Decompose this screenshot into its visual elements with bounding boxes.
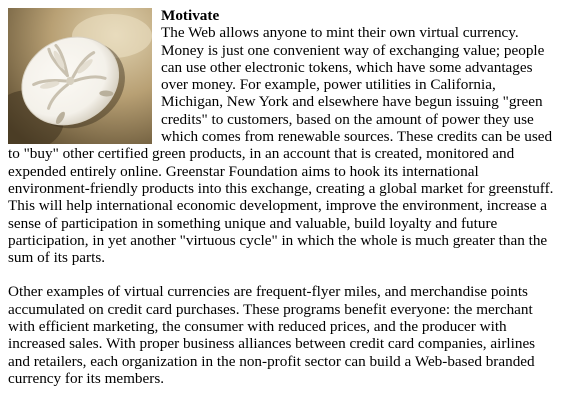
sand-dollar-photo — [8, 8, 152, 144]
second-paragraph: Other examples of virtual currencies are frequent-flyer miles, and merchandise points accumulated on credit card purchases. These programs benefit everyone: the merchant with efficient marketing, the consumer with reduced prices, and the producer with increased sales. With proper business alliances between credit card companies, airlines and retailers, each organization in the non-profit sector can build a Web-based branded currency for its members. — [8, 283, 536, 387]
first-paragraph-text: The Web allows anyone to mint their own virtual currency. Money is just one convenient way of exchanging value; people can use other electronic tokens, which have some advantages over money. For example, power utilities in California, Michigan, New York and elsewhere have begun issuing "green credits" to customers, based on the amount of power they use which comes from renewable sources. These credits can be used to "buy" other certified green products, in an account that is created, monitored and expended entirely online. Greenstar Foundation aims to hook its international environment-friendly products into this exchange, creating a global market for greenstuff. This will help international economic development, improve the environment, increase a sense of participation in something unique and valuable, build loyalty and future participation, in yet another "virtuous cycle" in which the whole is much greater than the sum of its parts. — [8, 24, 554, 267]
article-heading: Motivate — [161, 7, 220, 24]
sand-dollar-icon — [8, 8, 152, 144]
